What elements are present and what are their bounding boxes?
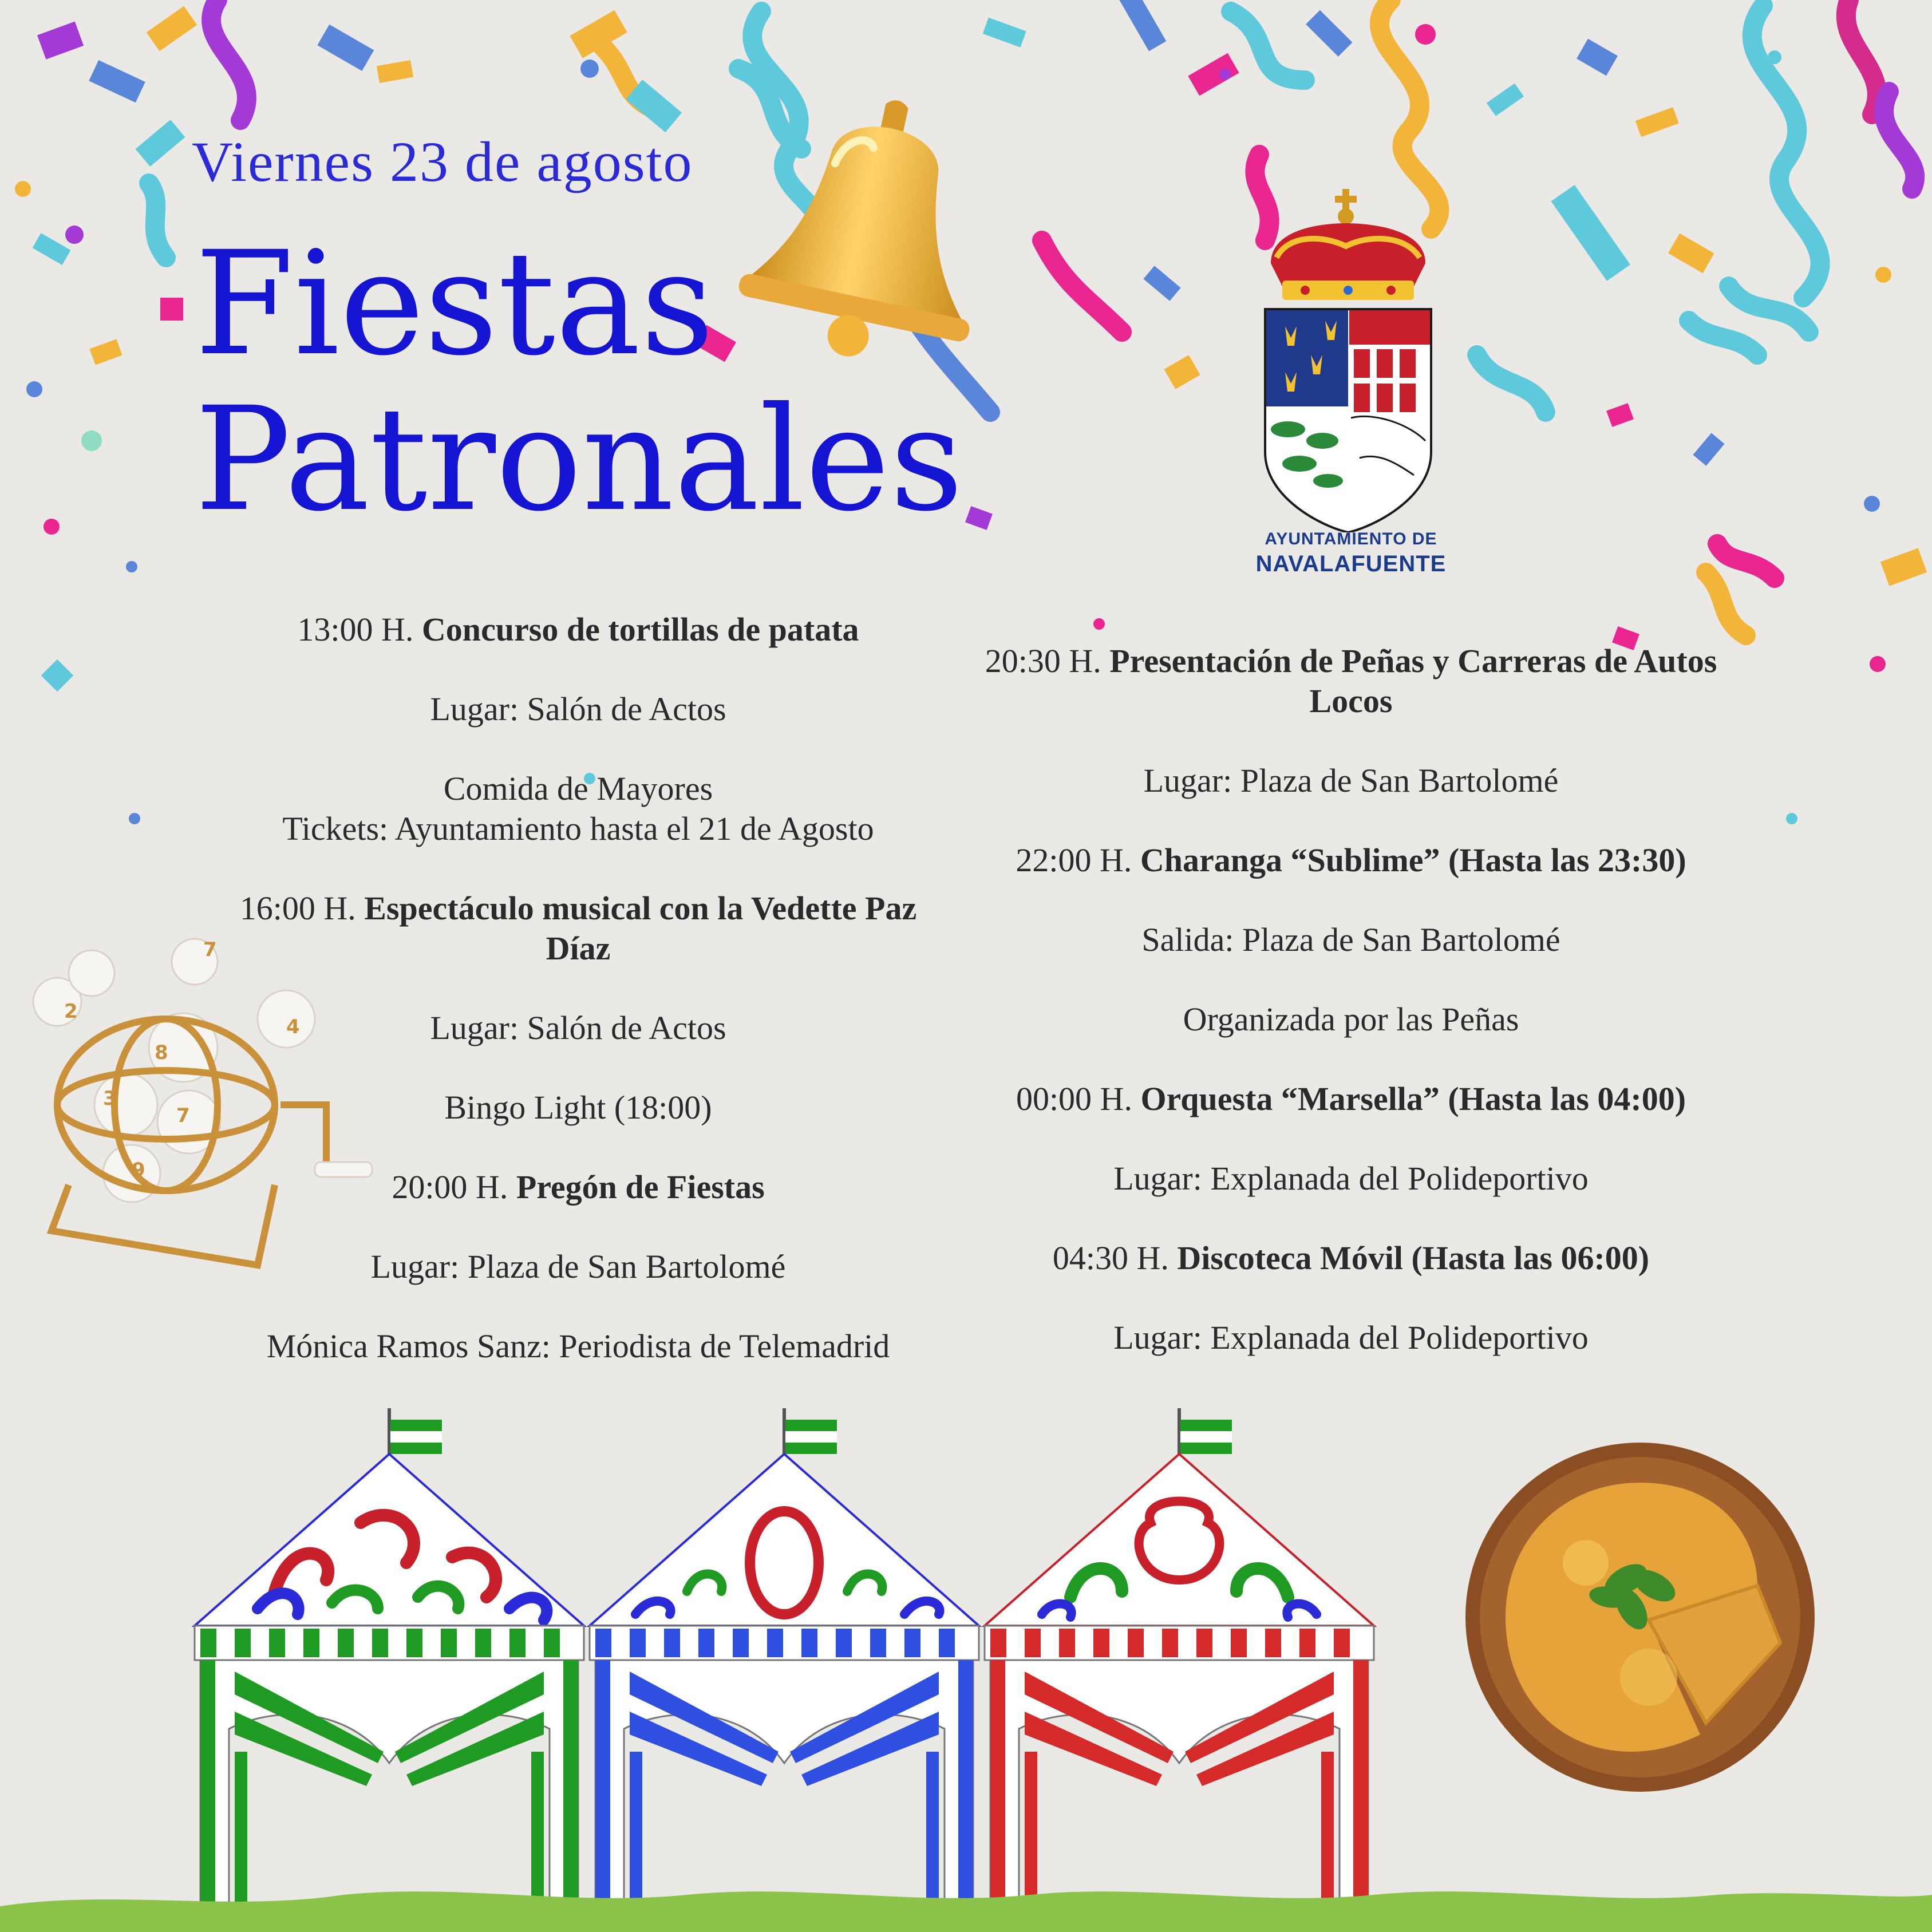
event-time: 20:30 H. [985, 642, 1101, 679]
event-title: Espectáculo musical con la Vedette Paz Díaz [364, 890, 917, 967]
event-time: 20:00 H. [392, 1168, 508, 1206]
feria-tent-icon [195, 1408, 584, 1932]
event-location: Lugar: Salón de Actos [430, 1009, 726, 1046]
schedule-item [206, 610, 950, 650]
schedule-item [973, 1238, 1729, 1278]
schedule-item [973, 840, 1729, 880]
logo-line-1: AYUNTAMIENTO DE [1265, 530, 1437, 548]
svg-text:4: 4 [286, 1016, 300, 1038]
schedule-right [973, 641, 1729, 1397]
coat-of-arms [1259, 189, 1443, 532]
schedule-item [973, 641, 1729, 721]
svg-text:9: 9 [132, 1159, 145, 1182]
feria-tents [189, 1408, 1380, 1932]
event-title: Charanga “Sublime” (Hasta las 23:30) [1140, 841, 1686, 879]
tortilla-icon [1460, 1437, 1820, 1797]
event-location: Lugar: Plaza de San Bartolomé [1143, 762, 1559, 799]
event-title: Concurso de tortillas de patata [421, 611, 859, 648]
event-date: Viernes 23 de agosto [192, 130, 693, 193]
event-time: 04:30 H. [1052, 1239, 1169, 1277]
svg-text:2: 2 [64, 1000, 78, 1023]
svg-text:8: 8 [155, 1041, 168, 1064]
event-title: Orquesta “Marsella” (Hasta las 04:00) [1140, 1080, 1686, 1117]
feria-tent-icon [590, 1408, 979, 1932]
grass-strip [0, 1872, 1932, 1932]
event-location: Lugar: Explanada del Polideportivo [1113, 1319, 1589, 1356]
bell-icon [738, 92, 996, 401]
feria-tent-icon [985, 1408, 1374, 1932]
event-location: Lugar: Salón de Actos [430, 690, 726, 728]
logo-line-2: NAVALAFUENTE [1255, 551, 1447, 576]
bingo-cage-icon [17, 933, 384, 1277]
title-line-1: Fiestas [195, 220, 714, 387]
event-time: 00:00 H. [1016, 1080, 1132, 1117]
title-line-2: Patronales [195, 376, 963, 543]
svg-text:7: 7 [203, 938, 217, 961]
event-time: 22:00 H. [1016, 841, 1132, 879]
event-location: Salida: Plaza de San Bartolomé [1141, 921, 1560, 958]
event-title: Bingo Light (18:00) [444, 1089, 712, 1126]
schedule-item [206, 769, 950, 849]
event-location: Lugar: Plaza de San Bartolomé [370, 1248, 786, 1285]
logo-caption [1236, 530, 1465, 577]
schedule-item [973, 1079, 1729, 1119]
event-title: Comida de Mayores [443, 770, 713, 807]
event-note: Organizada por las Peñas [1183, 1001, 1519, 1038]
event-note: Mónica Ramos Sanz: Periodista de Telemadrid [266, 1327, 890, 1365]
event-note: Tickets: Ayuntamiento hasta el 21 de Agosto [282, 810, 874, 847]
event-title: Presentación de Peñas y Carreras de Autos Locos [1109, 642, 1717, 720]
svg-text:3: 3 [103, 1087, 117, 1110]
event-time: 13:00 H. [297, 611, 414, 648]
svg-text:7: 7 [176, 1104, 190, 1127]
event-title: Pregón de Fiestas [516, 1168, 765, 1206]
event-time: 16:00 H. [239, 890, 356, 927]
event-title: Discoteca Móvil (Hasta las 06:00) [1177, 1239, 1650, 1277]
event-location: Lugar: Explanada del Polideportivo [1113, 1160, 1589, 1197]
